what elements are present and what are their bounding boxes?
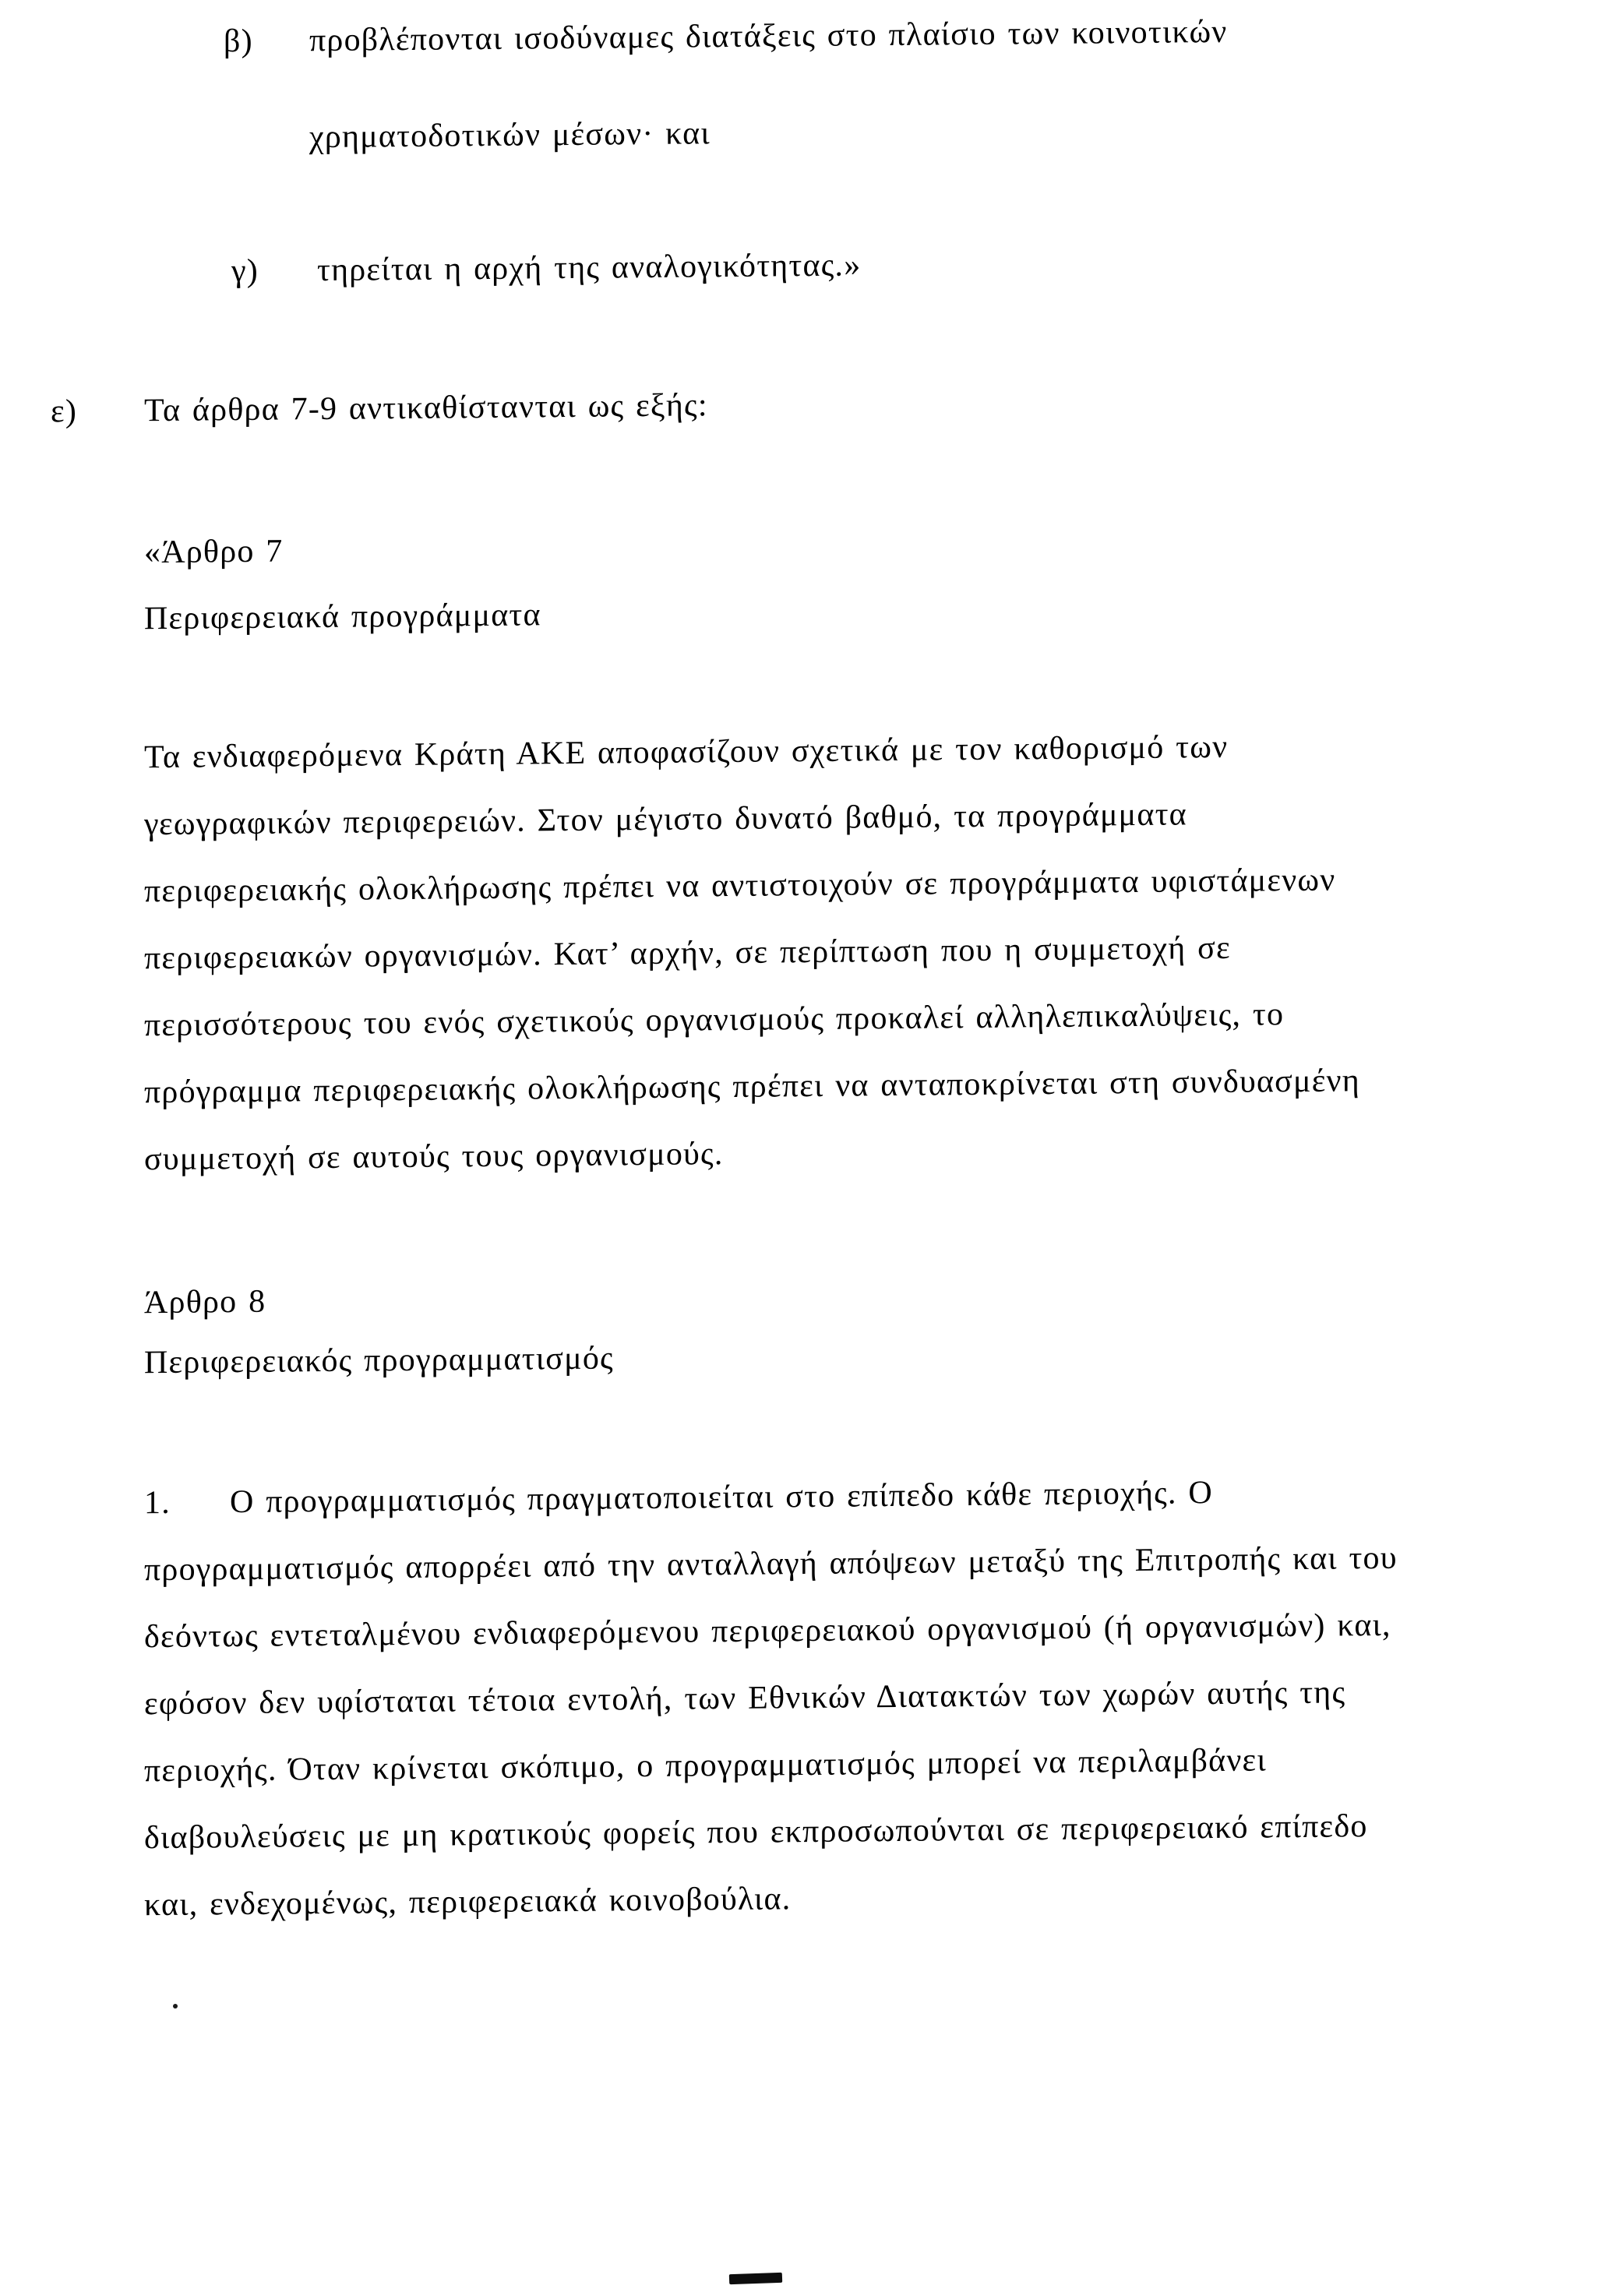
- list-item-gamma: [231, 217, 861, 319]
- article-7-body: [144, 712, 1360, 1193]
- text-line: τηρείται η αρχή της αναλογικότητας.»: [317, 247, 862, 289]
- list-item-epsilon-marker: ε): [51, 393, 78, 430]
- text-line: διαβουλεύσεις με μη κρατικούς φορείς που εκπροσωπούνται σε περιφερειακό επίπεδο: [144, 1808, 1368, 1857]
- article-7-subheading: Περιφερειακά προγράμματα: [144, 597, 541, 637]
- text-line: εφόσον δεν υφίσταται τέτοια εντολή, των Εθνικών Διατακτών των χωρών αυτής της: [144, 1674, 1346, 1723]
- text-line: προγραμματισμός απορρέει από την ανταλλαγή απόψεων μεταξύ της Επιτροπής και του: [144, 1539, 1398, 1589]
- text-line: Τα ενδιαφερόμενα Κράτη ΑΚΕ αποφασίζουν σχετικά με τον καθορισμό των: [144, 728, 1229, 776]
- paragraph-number: 1.: [144, 1484, 171, 1522]
- list-item-gamma-marker: γ): [231, 252, 259, 290]
- article-8-paragraph-1: [144, 1458, 1398, 1938]
- text-line: γεωγραφικών περιφερειών. Στον μέγιστο δυνατό βαθμό, τα προγράμματα: [144, 796, 1187, 843]
- text-line: περιοχής. Όταν κρίνεται σκόπιμο, ο προγραμματισμός μπορεί να περιλαμβάνει: [144, 1742, 1267, 1790]
- scan-artifact-smudge: [729, 2273, 782, 2284]
- text-line: περισσότερους του ενός σχετικούς οργανισμούς προκαλεί αλληλεπικαλύψεις, το: [144, 996, 1285, 1044]
- text-line: περιφερειακής ολοκλήρωσης πρέπει να αντιστοιχούν σε προγράμματα υφιστάμενων: [144, 862, 1336, 910]
- text-line: χρηματοδοτικών μέσων· και: [309, 115, 711, 156]
- text-line: Τα άρθρα 7-9 αντικαθίστανται ως εξής:: [144, 387, 708, 429]
- list-item-beta: [224, 0, 1227, 186]
- text-line: και, ενδεχομένως, περιφερειακά κοινοβούλια.: [144, 1881, 792, 1924]
- list-item-beta-marker: β): [224, 23, 253, 60]
- article-7-heading: «Άρθρο 7: [144, 533, 284, 571]
- text-line: δεόντως εντεταλμένου ενδιαφερόμενου περιφερειακού οργανισμού (ή οργανισμών) και,: [144, 1606, 1391, 1656]
- text-line: πρόγραμμα περιφερειακής ολοκλήρωσης πρέπει να ανταποκρίνεται στη συνδυασμένη: [144, 1063, 1360, 1111]
- scan-artifact-dot: [173, 2004, 178, 2009]
- list-item-epsilon: [51, 357, 708, 460]
- text-line: προβλέπονται ισοδύναμες διατάξεις στο πλαίσιο των κοινοτικών: [309, 13, 1228, 59]
- article-8-heading: Άρθρο 8: [144, 1283, 266, 1321]
- text-line-content: Ο προγραμματισμός πραγματοποιείται στο επίπεδο κάθε περιοχής. Ο: [230, 1475, 1213, 1521]
- text-line: περιφερειακών οργανισμών. Κατ’ αρχήν, σε περίπτωση που η συμμετοχή σε: [144, 929, 1231, 977]
- article-8-subheading: Περιφερειακός προγραμματισμός: [144, 1340, 614, 1381]
- text-line: συμμετοχή σε αυτούς τους οργανισμούς.: [144, 1136, 724, 1178]
- text-line: [144, 1458, 1398, 1536]
